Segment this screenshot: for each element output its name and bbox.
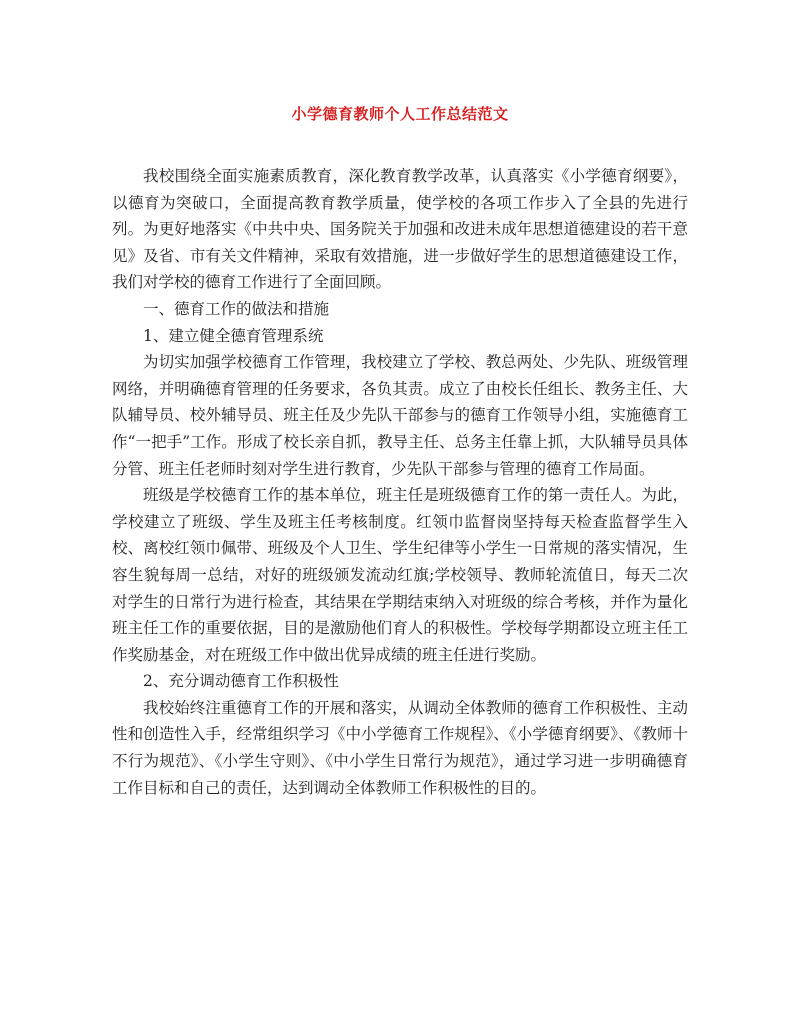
section-heading: 一、德育工作的做法和措施 xyxy=(143,299,330,318)
body-paragraph: 我校始终注重德育工作的开展和落实，从调动全体教师的德育工作积极性、主动性和创造性入手，经常组织学习《中小学德育工作规程》、《小学德育纲要》、《教师十不行为规范》、《小学生守则》、《中小学生日常行为规范》，通过学习进一步明确德育工作目标和自己的责任，达到调动全体教师工作积极性的目的。 xyxy=(112,698,688,797)
intro-paragraph: 我校围绕全面实施素质教育，深化教育教学改革，认真落实《小学德育纲要》，以德育为突破口，全面提高教育教学质量，使学校的各项工作步入了全县的先进行列。为更好地落实《中共中央、国务院关于加强和改进未成年思想道德建设的若干意见》及省、市有关文件精神，采取有效措施，进一步做好学生的思想道德建设工作，我们对学校的德育工作进行了全面回顾。 xyxy=(112,167,688,292)
body-paragraph: 班级是学校德育工作的基本单位，班主任是班级德育工作的第一责任人。为此，学校建立了班级、学生及班主任考核制度。红领巾监督岗坚持每天检查监督学生入校、离校红领巾佩带、班级及个人卫生、学生纪律等小学生一日常规的落实情况，生容生貌每周一总结，对好的班级颁发流动红旗;学校领导、教师轮流值日，每天二次对学生的日常行为进行检查，其结果在学期结束纳入对班级的综合考核，并作为量化班主任工作的重要依据，目的是激励他们育人的积极性。学校每学期都设立班主任工作奖励基金，对在班级工作中做出优异成绩的班主任进行奖励。 xyxy=(112,486,688,664)
body-paragraph: 为切实加强学校德育工作管理，我校建立了学校、教总两处、少先队、班级管理网络，并明确德育管理的任务要求，各负其责。成立了由校长任组长、教务主任、大队辅导员、校外辅导员、班主任及少先队干部参与的德育工作领导小组，实施德育工作“一把手”工作。形成了校长亲自抓，教导主任、总务主任靠上抓，大队辅导员具体分管、班主任老师时刻对学生进行教育，少先队干部参与管理的德育工作局面。 xyxy=(112,353,688,478)
document-body xyxy=(112,163,688,801)
subsection-heading: 1、建立健全德育管理系统 xyxy=(143,326,324,345)
document-title: 小学德育教师个人工作总结范文 xyxy=(291,105,509,123)
subsection-heading: 2、充分调动德育工作积极性 xyxy=(143,672,339,691)
